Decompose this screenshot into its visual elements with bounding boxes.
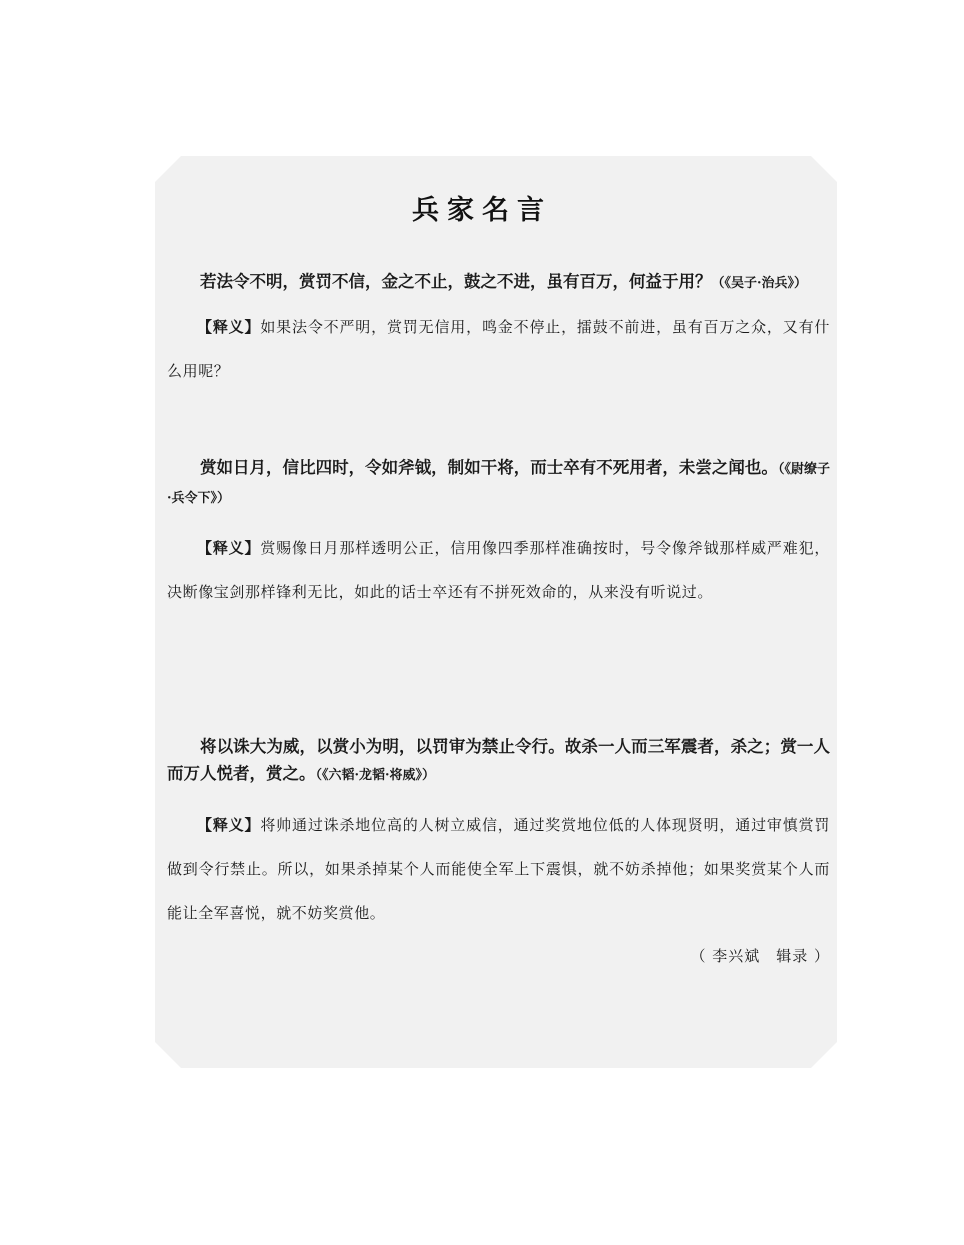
quote-2-text: 赏如日月，信比四时，令如斧钺，制如干将，而士卒有不死用者，未尝之闻也。 — [200, 458, 778, 477]
page-title: 兵家名言 — [412, 195, 552, 226]
explanation-2 — [167, 526, 830, 614]
entry-3 — [167, 733, 830, 935]
quote-1-source: （《吴子·治兵》） — [711, 276, 808, 291]
explanation-2-label: 【释义】 — [197, 539, 261, 557]
explanation-3 — [167, 803, 830, 935]
quote-1 — [167, 268, 830, 297]
explanation-1-label: 【释义】 — [197, 318, 261, 336]
quote-1-text: 若法令不明，赏罚不信，金之不止，鼓之不进，虽有百万，何益于用？ — [200, 272, 712, 291]
explanation-1-text: 如果法令不严明，赏罚无信用，鸣金不停止，擂鼓不前进，虽有百万之众，又有什么用呢？ — [167, 318, 830, 380]
entry-1 — [167, 268, 830, 393]
quote-2-source: （《尉缭子·兵令下》） — [167, 462, 830, 506]
compiler-signature: （ 李兴斌 辑录 ） — [690, 947, 830, 965]
explanation-2-text: 赏赐像日月那样透明公正，信用像四季那样准确按时，号令像斧钺那样威严难犯，决断像宝剑那样锋利无比，如此的话士卒还有不拼死效命的，从来没有听说过。 — [167, 539, 830, 601]
quote-2 — [167, 454, 830, 512]
explanation-3-text: 将帅通过诛杀地位高的人树立威信，通过奖赏地位低的人体现贤明，通过审慎赏罚做到令行禁止。所以，如果杀掉某个人而能使全军上下震惧，就不妨杀掉他；如果奖赏某个人而能让全军喜悦，就不妨奖赏他。 — [167, 816, 830, 922]
quote-3-source: （《六韬·龙韬·将威》） — [315, 768, 436, 783]
explanation-3-label: 【释义】 — [197, 816, 261, 834]
entry-2 — [167, 454, 830, 614]
explanation-1 — [167, 305, 830, 393]
quote-3-text: 将以诛大为威，以赏小为明，以罚审为禁止令行。故杀一人而三军震者，杀之；赏一人而万人悦者，赏之。 — [167, 737, 830, 783]
quote-3 — [167, 733, 830, 789]
